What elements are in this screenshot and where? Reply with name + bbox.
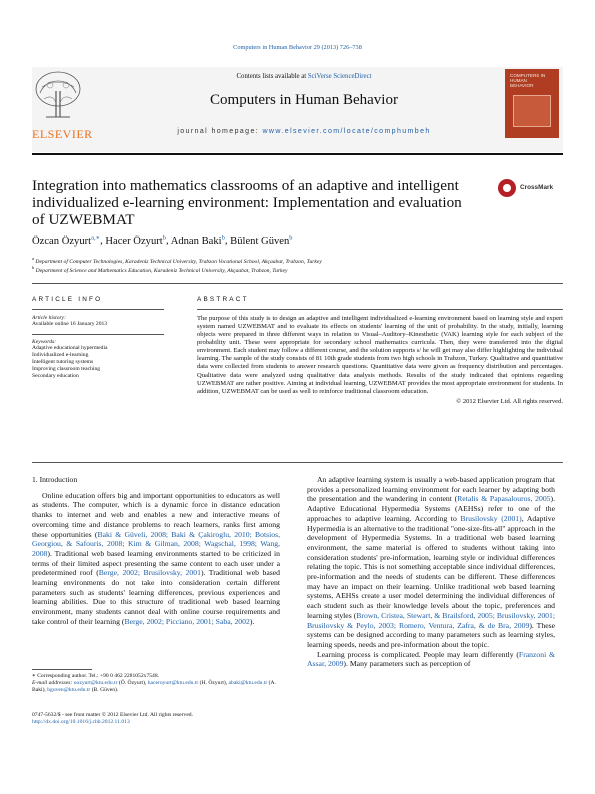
cover-line: HUMAN [510,78,527,84]
author-list: Özcan Özyurt$^{a,∗}$, Hacer Özyurt$^b$, Adnan Baki$^b$, Bülent Güven$^b$ [32,234,293,247]
body-paragraph [307,650,555,669]
abstract-rule [197,309,563,310]
article-info-heading: ARTICLE INFO [32,296,103,303]
journal-cover-thumbnail [505,69,559,138]
citation-link[interactable]: Baki & Güveli, 2008; Baki & Çakiroglu, 2010; Botsios, Georgiou, & Safouris, 2008; Kim & Gilman, 2008; Wagschal, 1998; Wang, 2008 [32,529,280,558]
paragraph-text: An adaptive learning system is usually a web-based application program that provides a personalized learning environment for each learner by adapting both the presentation and the wandering in content ( [307,475,555,504]
journal-homepage [100,128,508,135]
article-info-rule [32,334,164,335]
header-divider [32,153,563,155]
crossmark-icon [498,179,516,197]
doi-link[interactable]: http://dx.doi.org/10.1016/j.chb.2012.11.013 [32,719,130,725]
affiliation-divider [32,283,563,284]
paragraph-text: ). Traditional web based learning environments do not take into consideration certain different parameters such as students' learning differences, previous experiences and learning abilities. Due to this structure of traditional web based learning environment, many students cannot deal with online course requirements and take control of their learning ( [32,568,281,626]
email-link[interactable]: bguven@ktu.edu.tr [47,687,91,693]
paragraph-text: ). Many parameters such as perception of [343,659,471,669]
paragraph-text: ). [249,616,255,626]
elsevier-tree-icon [32,69,84,121]
paragraph-text: ). Traditional web based learning environments started to be criticized in terms of their limited aspect presenting the same content to each user under a predetermined roof ( [32,548,280,578]
issn-line: 0747-5632/$ - see front matter © 2012 Elsevier Ltd. All rights reserved. [32,712,193,718]
author-name[interactable]: Adnan Baki$^b$ [170,234,225,247]
article-info [32,296,164,381]
paragraph-text: ). These systems can be designed according to many parameters such as learning styles, learning speeds, needs and pre-information about the topic. [307,620,556,649]
citation-link[interactable]: Franzoni & Assar, 2009 [307,649,555,669]
affiliation: $^b$ Department of Science and Mathematics Education, Karadeniz Technical University, Akçaabat, Trabzon, Turkey [32,265,288,274]
citation-link[interactable]: Brown, Cristea, Stewart, & Brailsford, 2005; Brusilovsky, 2001; Brusilovsky & Peylo, 2003; Romero, Ventura, Zafra, & de Bra, 2009 [307,610,555,630]
article-title: Integration into mathematics classrooms of an adaptive and intelligent individualized e-learning environment: Implementation and evaluation of UZWEBMAT [32,177,462,228]
footnote-divider [32,669,92,670]
publisher-logo [32,69,92,143]
body-right-column [307,475,555,669]
paragraph-text: Online education offers big and important opportunities to educators as well as students. The computer, which is a dynamic force in distance education thanks to internet and web and enables a new and interactive means of overcoming time and distance problems to reach learners, ranks first among these opportunities ( [32,490,280,539]
abstract-section [197,296,563,405]
journal-citation[interactable]: Computers in Human Behavior 29 (2013) 726–738 [233,44,362,51]
corresponding-author-note: ∗ Corresponding author. Tel.: +90 0 462 2281052x7548. [32,673,160,679]
crossmark-badge[interactable] [498,179,568,199]
homepage-prefix: journal homepage: [177,128,263,135]
history-value: Available online 16 January 2013 [32,320,108,327]
article-info-rule [32,309,164,310]
abstract-heading: ABSTRACT [197,296,249,303]
journal-title: Computers in Human Behavior [210,92,398,108]
author-name[interactable]: Özcan Özyurt$^{a,∗}$ [32,234,101,247]
history-label: Article history: [32,314,67,321]
contents-availability [100,73,508,80]
author-name[interactable]: Hacer Özyurt$^b$ [105,234,166,247]
keyword: Improving classroom teaching [32,366,101,373]
cover-line: BEHAVIOR [510,83,534,89]
body-paragraph [307,475,555,650]
email-label: E-mail addresses: [32,680,74,686]
copyright-notice: © 2012 Elsevier Ltd. All rights reserved. [456,398,563,406]
paragraph-text: , Adaptive Hypermedia is an alternative to the traditional "one-size-fits-all" approach in the development of Hypermedia Systems. In a traditional web based learning environment, the same material is offered to students without taking into consideration students' pre-information, learning style or individual differences relating the topic. This is not something acceptable since individual differences, pre-information and the needs of students can be different. These differences may have an impact on their learning. Unlike traditional web based learning systems, AEHSs create a user model determining the individual differences of each student such as their knowledge levels about the topic, preferences and learning styles ( [307,513,555,620]
homepage-link[interactable]: www.elsevier.com/locate/comphumbeh [262,128,431,135]
section-heading: 1. Introduction [32,475,78,484]
abstract-bottom-divider [32,462,563,463]
paragraph-text: ). Adaptive Educational Hypermedia Systems (AEHSs) refer to one of the approaches to adaptive learning. According to [307,494,555,523]
citation-link[interactable]: Berge, 2002; Brusilovsky, 2001 [98,568,201,578]
cover-line: COMPUTERS IN [510,73,546,78]
contents-prefix: Contents lists available at [236,73,308,80]
keyword: Intelligent tutoring systems [32,359,94,366]
citation-link[interactable]: Retalis & Papasalouros, 2005 [457,494,551,504]
publisher-logo-text: ELSEVIER [32,127,93,141]
sciencedirect-link[interactable]: SciVerse ScienceDirect [307,73,372,80]
body-left-column [32,475,280,627]
citation-link[interactable]: Brusilovsky (2001) [460,513,522,523]
email-link[interactable]: abaki@ktu.edu.tr [228,680,268,686]
crossmark-label: CrossMark [520,184,554,191]
abstract-text: The purpose of this study is to design an adaptive and intelligent individualized e-learning environment based on learning style and expert system named UZWEBMAT and to evaluate its effects on students' learning of the unit of probability. In the study, initially, learning objects were prepared in three different ways in relation to Visual–Auditory–Kinesthetic (VAK) learning style for each subject of the probability unit. These were appropriate for secondary school mathematics curricula. Then, they were transferred into the digital environment. Each student may follow a different course, and the solution supports s/ he will get may also differ highlighting the individual learning. The sample of the study consists of 81 10th grade students from two high schools in Trabzon, Turkey. Qualitative and quantitative data were collected from students to answer research questions. Quantitative data were given as frequency distribution and percentages. Qualitative data were analyzed using qualitative data analysis methods. Results of the study indicated that opinions regarding UZWEBMAT are rather positive. Aiming at individual learning, UZWEBMAT provides the most appropriate environment for students. In addition, UZWEBMAT can be used as well to reinforce traditional classroom education. [197,314,563,395]
affiliation: $^a$ Department of Computer Technologies, Karadeniz Technical University, Trabzon Vocational School, Akçaabat, Trabzon, Turkey [32,256,322,265]
email-link[interactable]: oozyurt@ktu.edu.tr [73,680,118,686]
intro-paragraph [32,491,280,627]
cover-art [513,95,551,127]
paragraph-text: Learning process is complicated. People may learn differently ( [317,649,519,659]
keyword: Adaptive educational hypermedia [32,345,108,352]
email-link[interactable]: haceroyurt@ktu.edu.tr [147,680,199,686]
email-addresses: E-mail addresses: oozyurt@ktu.edu.tr (Ö. Özyurt), haceroyurt@ktu.edu.tr (H. Özyurt), abaki@ktu.edu.tr (A. Baki), bguven@ktu.edu.tr (B. Güven). [32,680,276,693]
author-name[interactable]: Bülent Güven$^b$ [230,234,293,247]
footnotes [32,673,282,694]
bottom-metadata [32,712,282,726]
keywords-label: Keywords: [32,339,57,346]
keyword: Secondary education [32,373,79,380]
keyword: Individualized e-learning [32,352,89,359]
citation-link[interactable]: Berge, 2002; Picciano, 2001; Saba, 2002 [124,616,250,626]
